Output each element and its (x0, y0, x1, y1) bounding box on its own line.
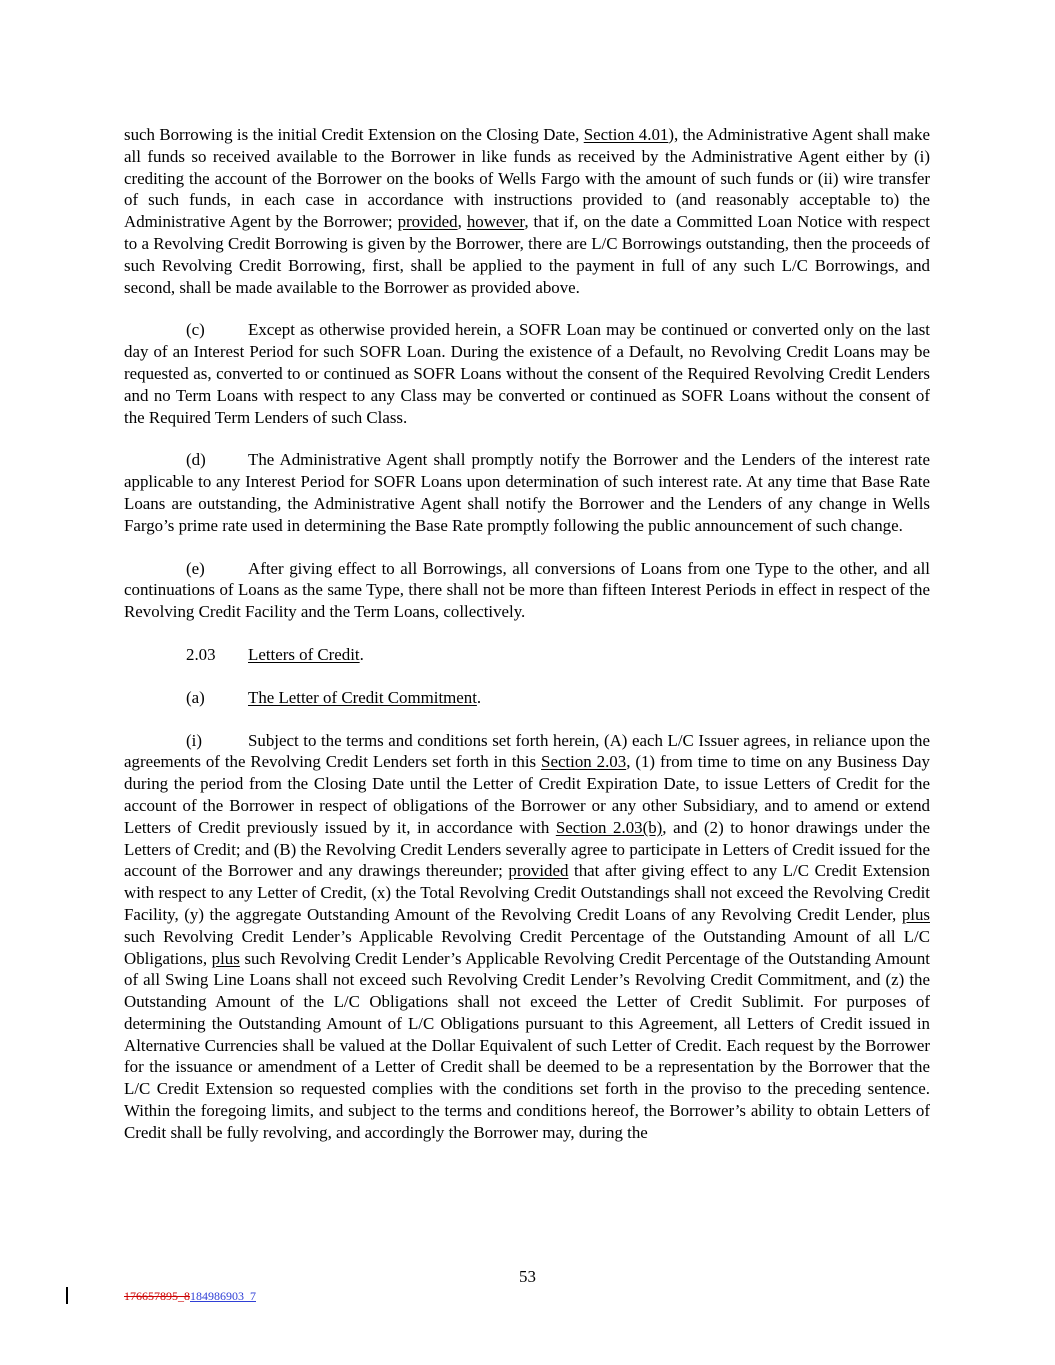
text-run: Except as otherwise provided herein, a SOFR Loan may be continued or converted only on the last day of an Interest Period for such SOFR Loan. During the existence of a Default, no Revolving Credit Loans may be requested as, converted to or continued as SOFR Loans without the consent of the Required Revolving Credit Lenders and no Term Loans with respect to any Class may be converted or continued as SOFR Loans without the consent of the Required Term Lenders of such Class. (124, 320, 930, 427)
paragraph-i (124, 730, 930, 1144)
text-run: After giving effect to all Borrowings, all conversions of Loans from one Type to the other, and all continuations of Loans as the same Type, there shall not be more than fifteen Interest Periods in effect in respect of the Revolving Credit Facility and the Term Loans, collectively. (124, 558, 930, 622)
section-reference: Section 4.01 (583, 125, 669, 144)
document-id (124, 1289, 256, 1304)
paragraph-label: (d) (186, 450, 206, 470)
paragraph-c (124, 319, 930, 428)
section-heading-2-03 (124, 644, 930, 666)
paragraph-label: (e) (186, 558, 205, 578)
text-run: The Administrative Agent shall promptly notify the Borrower and the Lenders of the interest rate applicable to any Interest Period for SOFR Loans upon determination of such interest rate. At any time that Base Rate Loans are outstanding, the Administrative Agent shall notify the Borrower and the Lenders of any change in Wells Fargo’s prime rate used in determining the Base Rate promptly following the public announcement of such change. (124, 450, 930, 535)
subsection-title: The Letter of Credit Commitment (248, 687, 477, 707)
document-id-inserted: 184986903_7 (190, 1289, 256, 1303)
section-number: 2.03 (186, 644, 216, 664)
plus-term: plus (211, 948, 240, 968)
plus-term: plus (901, 904, 930, 924)
paragraph-label: (c) (186, 320, 205, 340)
paragraph-borrowing-funds (124, 124, 930, 298)
text-run: , that if, on the date a Committed Loan Notice with respect to a Revolving Credit Borrowing is given by the Borrower, there are L/C Borrowings outstanding, then the proceeds of such Revolving Credit Borrowing, first, shall be applied to the payment in full of any such L/C Borrowings, and second, shall be made available to the Borrower as provided above. (124, 212, 930, 297)
text-run: . (476, 687, 482, 707)
paragraph-label: (i) (186, 730, 202, 750)
document-id-deleted: 176657895_8 (124, 1289, 190, 1303)
section-title: Letters of Credit (248, 644, 360, 664)
text-run: , (1) from time to time on any Business Day during the period from the Closing Date until the Letter of Credit Expiration Date, to issue Letters of Credit for the account of the Borrower in respect of obligations of the Borrower or any other Subsidiary, and to amend or extend Letters of Credit previously issued by it, in accordance with (124, 752, 930, 837)
text-run: . (359, 644, 364, 664)
subsection-heading-a (124, 687, 930, 709)
page-number: 53 (519, 1267, 536, 1286)
text-run: that after giving effect to any L/C Credit Extension with respect to any Letter of Credit, (x) the Total Revolving Credit Outstandings shall not exceed the Revolving Credit Facility, (y) the aggregate Outstanding Amount of the Revolving Credit Loans of any Revolving Credit Lender, (124, 861, 930, 924)
text-run: such Revolving Credit Lender’s Applicable Revolving Credit Percentage of the Outstanding Amount of all L/C Obligations, (124, 926, 930, 968)
provided-term: provided (397, 212, 458, 232)
text-run: such Revolving Credit Lender’s Applicable Revolving Credit Percentage of the Outstanding Amount of all Swing Line Loans shall not exceed such Revolving Credit Lender’s Revolving Credit Commitment, and (z) the Outstanding Amount of the L/C Obligations shall not exceed the Letter of Credit Sublimit. For purposes of determining the Outstanding Amount of L/C Obligations pursuant to this Agreement, all Letters of Credit issued in Alternative Currencies shall be valued at the Dollar Equivalent of such Letter of Credit. Each request by the Borrower for the issuance or amendment of a Letter of Credit shall be deemed to be a representation by the Borrower that the L/C Credit Extension so requested complies with the conditions set forth in the proviso to the preceding sentence. Within the foregoing limits, and subject to the terms and conditions hereof, the Borrower’s ability to obtain Letters of Credit shall be fully revolving, and accordingly the Borrower may, during the (124, 948, 930, 1142)
section-reference: Section 2.03(b) (555, 817, 663, 837)
document-body (124, 124, 930, 1144)
text-run: ), the Administrative Agent shall make all funds so received available to the Borrower in like funds as received by the Administrative Agent either by (i) crediting the account of the Borrower on the books of Wells Fargo with the amount of such funds or (ii) wire transfer of such funds, in each case in accordance with instructions provided to (and reasonably acceptable to) the Administrative Agent by the Borrower; (124, 125, 930, 232)
revision-change-bar (66, 1287, 68, 1304)
paragraph-d (124, 449, 930, 536)
subsection-label: (a) (186, 687, 205, 707)
text-run: such Borrowing is the initial Credit Extension on the Closing Date, (124, 125, 584, 144)
text-run: , (457, 212, 467, 232)
text-run: , and (2) to honor drawings under the Letters of Credit; and (B) the Revolving Credit Lenders severally agree to participate in Letters of Credit issued for the account of the Borrower and any drawings thereunder; (124, 817, 931, 881)
text-run: Subject to the terms and conditions set forth herein, (A) each L/C Issuer agrees, in reliance upon the agreements of the Revolving Credit Lenders set forth in this (124, 730, 930, 772)
however-term: however (466, 212, 525, 232)
provided-term: provided (508, 861, 569, 881)
section-reference: Section 2.03 (541, 752, 627, 772)
paragraph-e (124, 558, 930, 623)
